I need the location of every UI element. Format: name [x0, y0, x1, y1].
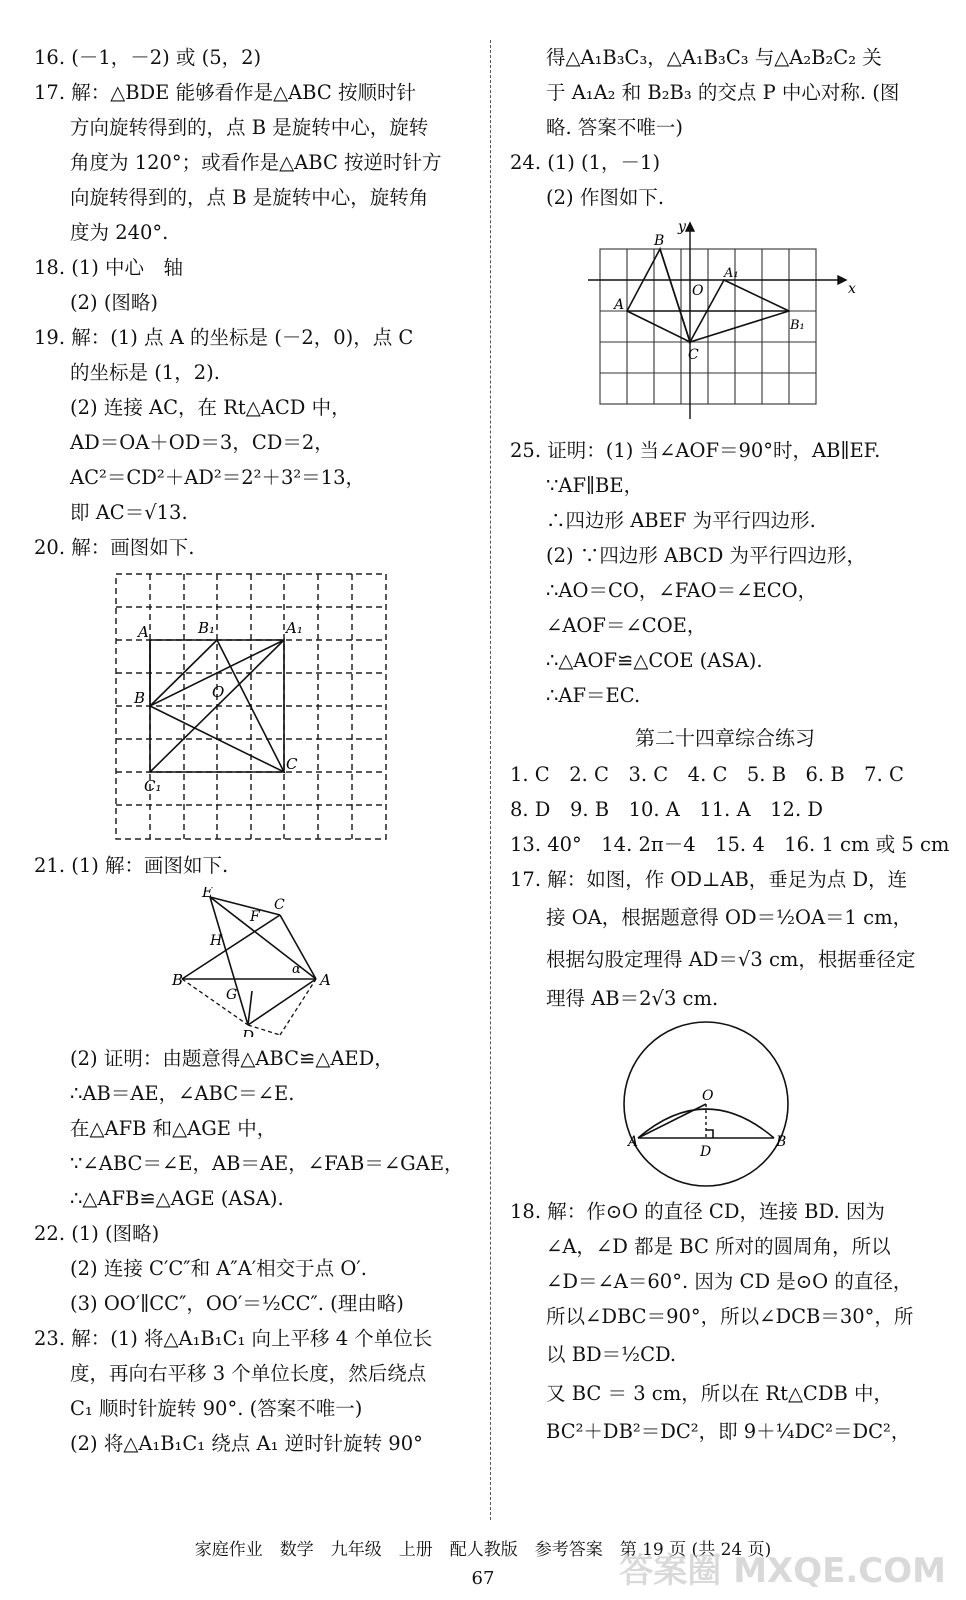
- answer-17-line: 度为 240°.: [70, 221, 169, 244]
- answer-17-line: 方向旋转得到的，点 B 是旋转中心，旋转: [70, 116, 429, 139]
- answer-25-line: ∵AF∥BE，: [546, 474, 644, 497]
- answer-22-line: (2) 连接 C′C″和 A″A′相交于点 O′.: [70, 1257, 367, 1280]
- figure-20: [34, 569, 474, 844]
- answer-18b-line: ∠A，∠D 都是 BC 所对的圆周角，所以: [546, 1235, 891, 1258]
- label-C-top: C: [274, 897, 285, 913]
- label-O: O: [692, 283, 704, 299]
- right-column: [510, 40, 950, 1453]
- answers-fill: 13. 40° 14. 2π－4 15. 4 16. 1 cm 或 5 cm: [510, 833, 950, 856]
- answer-18b-line: 18. 解：作⊙O 的直径 CD，连接 BD. 因为: [510, 1200, 885, 1223]
- answer-21-line: 21. (1) 解：画图如下.: [34, 854, 229, 877]
- figure-17: [510, 1020, 940, 1190]
- answer-17b-line: 理得 AB＝2√3 cm.: [546, 987, 719, 1010]
- answer-23-cont: 略. 答案不唯一): [546, 116, 684, 139]
- answer-25-line: ∠AOF＝∠COE，: [546, 614, 707, 637]
- label-B: B: [172, 971, 184, 989]
- answer-23-line: C₁ 顺时针旋转 90°. (答案不唯一): [70, 1397, 363, 1420]
- answer-18b-line: ∠D＝∠A＝60°. 因为 CD 是⊙O 的直径，: [546, 1270, 913, 1293]
- label-A1: A₁: [286, 619, 303, 637]
- label-B: B: [776, 1134, 787, 1150]
- answer-17-line: 向旋转得到的，点 B 是旋转中心，旋转角: [70, 186, 429, 209]
- label-C1: C₁: [144, 777, 162, 795]
- answer-25-line: ∴AF＝EC.: [546, 684, 641, 707]
- figure-24-svg: [510, 219, 940, 429]
- label-B1: B₁: [790, 318, 805, 333]
- label-H: H: [210, 933, 223, 949]
- figure-24: [510, 219, 940, 429]
- answer-24-line: (2) 作图如下.: [546, 186, 665, 209]
- label-x: x: [848, 281, 856, 297]
- label-C: C: [286, 755, 298, 773]
- answer-23-line: 度，再向右平移 3 个单位长度，然后绕点: [70, 1362, 427, 1385]
- section-title: 第二十四章综合练习: [635, 726, 815, 750]
- watermark-logo: 答案圈 MXQE.COM: [619, 1551, 946, 1591]
- answer-17b-line: 接 OA，根据题意得 OD＝½OA＝1 cm，: [546, 906, 913, 929]
- answer-18b-line: BC²＋DB²＝DC²，即 9＋¼DC²＝DC²，: [546, 1420, 911, 1443]
- label-A1: A₁: [724, 266, 739, 281]
- answer-21-line: ∵∠ABC＝∠E，AB＝AE，∠FAB＝∠GAE，: [70, 1152, 464, 1175]
- label-B1: B₁: [198, 619, 216, 637]
- label-E: E: [202, 887, 213, 901]
- answer-19-line: 即 AC＝√13.: [70, 501, 188, 524]
- column-divider: [490, 40, 491, 1520]
- answers-choice: 8. D 9. B 10. A 11. A 12. D: [510, 798, 823, 821]
- answer-16: 16. (－1，－2) 或 (5，2): [34, 46, 262, 69]
- answer-18b-line: 又 BC ＝ 3 cm，所以在 Rt△CDB 中，: [546, 1382, 894, 1405]
- page-footer: 家庭作业 数学 九年级 上册 配人教版 参考答案 第 19 页 (共 24 页): [194, 1540, 772, 1560]
- answer-23-line: (2) 将△A₁B₁C₁ 绕点 A₁ 逆时针旋转 90°: [70, 1432, 423, 1455]
- answer-23-cont: 于 A₁A₂ 和 B₂B₃ 的交点 P 中心对称. (图: [546, 81, 900, 104]
- answer-25-line: (2) ∵四边形 ABCD 为平行四边形，: [546, 544, 867, 567]
- answer-19-line: 19. 解：(1) 点 A 的坐标是 (－2，0)，点 C: [34, 326, 414, 349]
- answer-19-line: AC²＝CD²＋AD²＝2²＋3²＝13，: [70, 466, 365, 489]
- figure-20-svg: [34, 569, 474, 844]
- answer-18b-line: 以 BD＝½CD.: [546, 1343, 677, 1366]
- answer-25-line: 25. 证明：(1) 当∠AOF＝90°时，AB∥EF.: [510, 439, 881, 462]
- label-alpha: α: [292, 962, 301, 977]
- figure-17-svg: [510, 1020, 940, 1190]
- answer-23-cont: 得△A₁B₃C₃，△A₁B₃C₃ 与△A₂B₂C₂ 关: [546, 46, 882, 69]
- label-O: O: [212, 683, 225, 701]
- answer-21-line: ∴△AFB≌△AGE (ASA).: [70, 1187, 284, 1210]
- answer-19-line: 的坐标是 (1，2).: [70, 361, 220, 384]
- answer-18b-line: 所以∠DBC＝90°，所以∠DCB＝30°，所: [546, 1305, 914, 1328]
- answers-choice: 1. C 2. C 3. C 4. C 5. B 6. B 7. C: [510, 763, 904, 786]
- answer-19-line: AD＝OA＋OD＝3，CD＝2，: [70, 431, 334, 454]
- figure-21-lines: [182, 897, 316, 1025]
- answer-22-line: (3) OO′∥CC″，OO′＝½CC″. (理由略): [70, 1292, 404, 1315]
- label-D: D: [700, 1144, 712, 1160]
- answer-17-line: 17. 解：△BDE 能够看作是△ABC 按顺时针: [34, 81, 416, 104]
- answer-18-line: (2) (图略): [70, 291, 159, 314]
- answer-25-line: ∴△AOF≌△COE (ASA).: [546, 649, 763, 672]
- label-B: B: [654, 233, 665, 249]
- answer-18-line: 18. (1) 中心 轴: [34, 256, 184, 279]
- answer-23-line: 23. 解：(1) 将△A₁B₁C₁ 向上平移 4 个单位长: [34, 1327, 433, 1350]
- answer-17b-line: 17. 解：如图，作 OD⊥AB，垂足为点 D，连: [510, 868, 908, 891]
- answer-21-line: (2) 证明：由题意得△ABC≌△AED，: [70, 1047, 394, 1070]
- label-A: A: [628, 1134, 639, 1150]
- label-A: A: [138, 623, 149, 641]
- label-O: O: [702, 1088, 714, 1104]
- answer-17b-line: 根据勾股定理得 AD＝√3 cm，根据垂径定: [546, 948, 916, 971]
- label-A: A: [320, 971, 331, 989]
- answer-21-line: ∴AB＝AE，∠ABC＝∠E.: [70, 1082, 295, 1105]
- label-A: A: [614, 297, 625, 313]
- answer-20-line: 20. 解：画图如下.: [34, 536, 195, 559]
- answer-24-line: 24. (1) (1，－1): [510, 151, 661, 174]
- label-y: y: [678, 219, 686, 235]
- answer-21-line: 在△AFB 和△AGE 中，: [70, 1117, 277, 1140]
- left-column: [34, 40, 474, 1461]
- figure-21: [34, 887, 474, 1037]
- grid-24: [600, 249, 816, 404]
- label-G: G: [226, 987, 238, 1003]
- label-F: F: [250, 909, 260, 925]
- label-D: D: [242, 1027, 255, 1037]
- page-number: 67: [471, 1568, 495, 1589]
- answer-22-line: 22. (1) (图略): [34, 1222, 160, 1245]
- answer-17-line: 角度为 120°；或看作是△ABC 按逆时针方: [70, 151, 442, 174]
- answer-25-line: ∴AO＝CO，∠FAO＝∠ECO，: [546, 579, 818, 602]
- answer-19-line: (2) 连接 AC，在 Rt△ACD 中，: [70, 396, 351, 419]
- label-C: C: [688, 347, 699, 363]
- answer-25-line: ∴四边形 ABEF 为平行四边形.: [546, 509, 816, 532]
- label-B: B: [134, 689, 146, 707]
- figure-21-svg: [34, 887, 474, 1037]
